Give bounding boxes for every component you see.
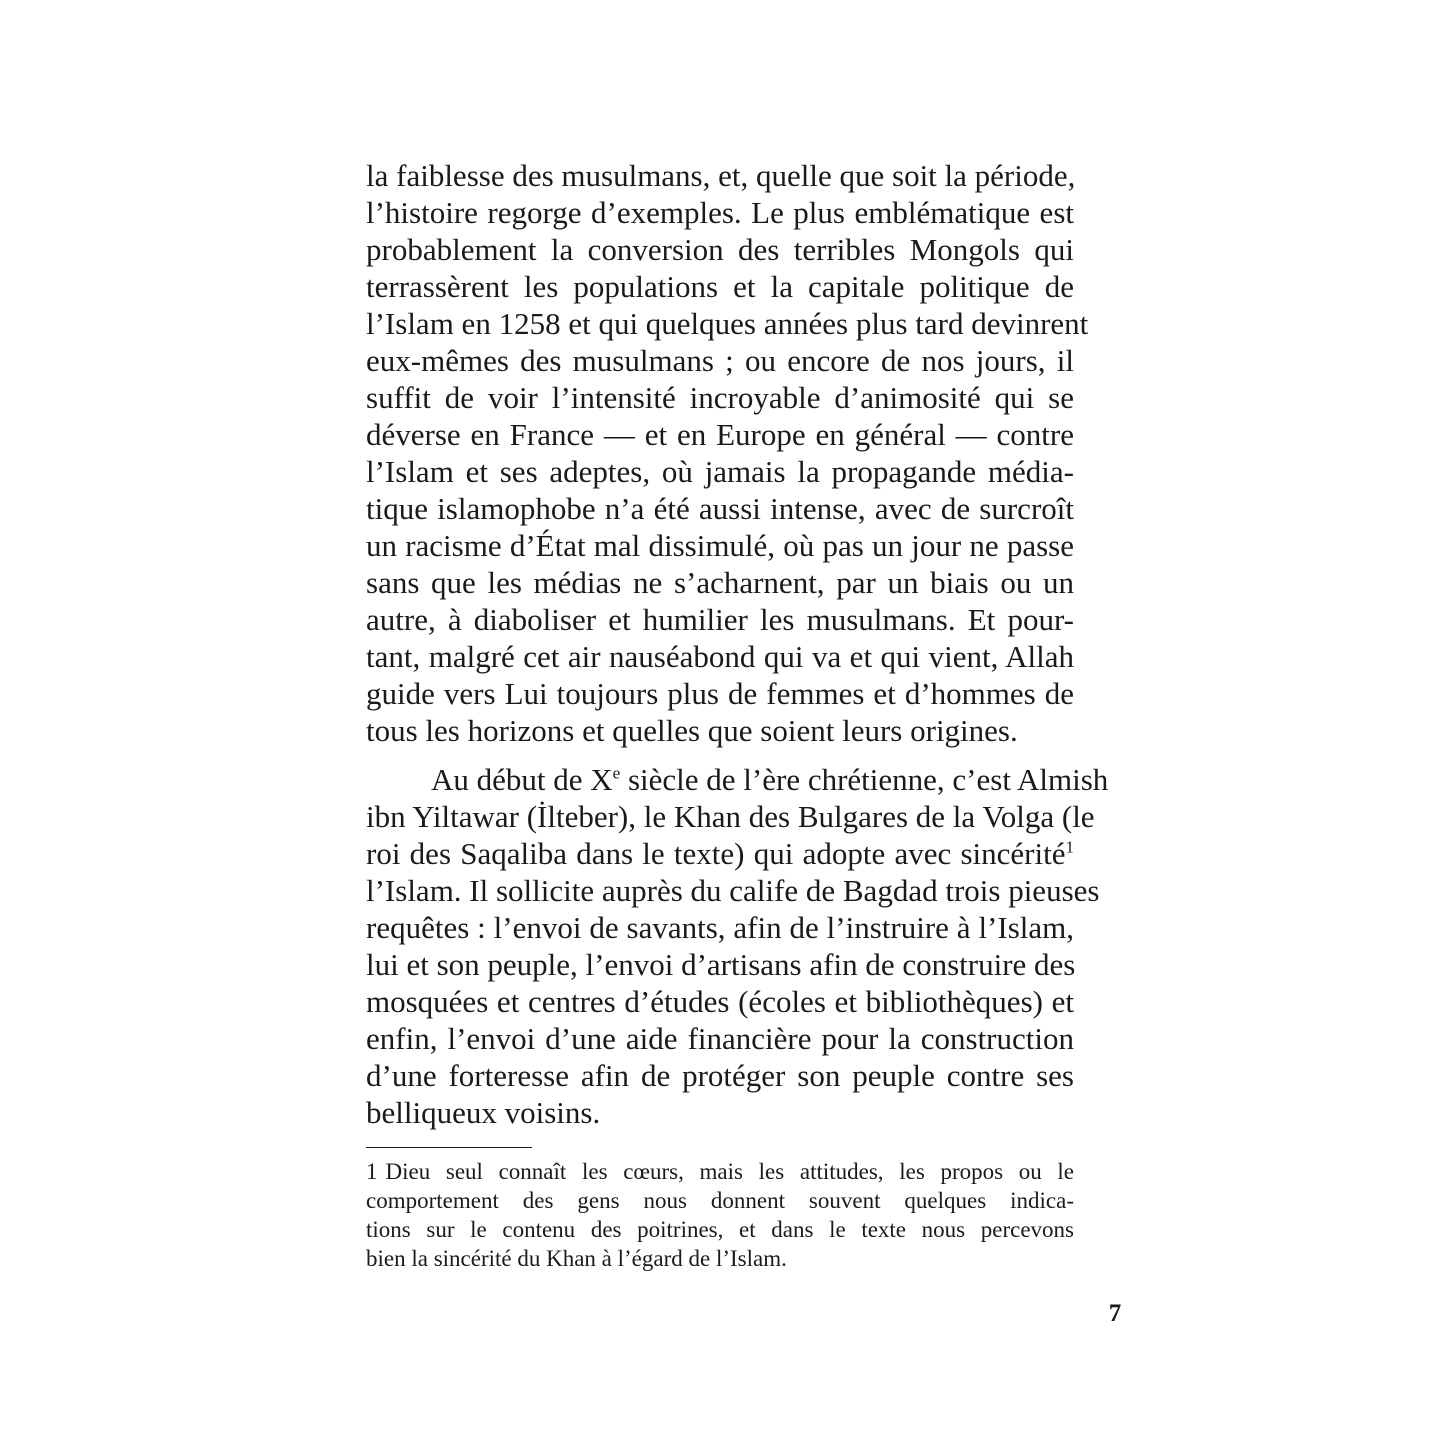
- footnote-line: comportement des gens nous donnent souvent quelques indica-: [366, 1188, 1074, 1213]
- text-line: tant, malgré cet air nauséabond qui va et qui vient, Allah: [366, 639, 1074, 674]
- page-number: 7: [1108, 1300, 1122, 1327]
- text-line: tique islamophobe n’a été aussi intense, avec de surcroît: [366, 491, 1074, 526]
- text-line: mosquées et centres d’études (écoles et bibliothèques) et: [366, 984, 1074, 1019]
- text-line: d’une forteresse afin de protéger son peuple contre ses: [366, 1058, 1074, 1093]
- text-line: la faiblesse des musulmans, et, quelle que soit la période,: [366, 158, 1076, 193]
- century-superscript: e: [612, 763, 621, 783]
- text-line: requêtes : l’envoi de savants, afin de l’instruire à l’Islam,: [366, 910, 1074, 945]
- text-line: sans que les médias ne s’acharnent, par un biais ou un: [366, 565, 1074, 600]
- text-line: l’Islam et ses adeptes, où jamais la propagande média-: [366, 454, 1074, 489]
- paragraph-spacer: [366, 749, 1074, 761]
- text-line: terrassèrent les populations et la capitale politique de: [366, 269, 1074, 304]
- text-line: belliqueux voisins.: [366, 1095, 601, 1130]
- paragraph-1: [366, 157, 1089, 749]
- footnote-line: tions sur le contenu des poitrines, et dans le texte nous percevons: [366, 1217, 1074, 1242]
- text-line: [366, 835, 1074, 872]
- text-line: l’histoire regorge d’exemples. Le plus emblématique est: [366, 195, 1074, 230]
- text-line: l’Islam. Il sollicite auprès du calife de Bagdad trois pieuses: [366, 873, 1100, 908]
- footnote-reference: 1: [1065, 837, 1074, 857]
- footnote-number: 1: [366, 1159, 378, 1184]
- footnote-line: bien la sincérité du Khan à l’égard de l’Islam.: [366, 1246, 787, 1271]
- text-run: roi des Saqaliba dans le texte) qui adopte avec sincérité: [366, 836, 1066, 871]
- footnote-text: Dieu seul connaît les cœurs, mais les attitudes, les propos ou le: [385, 1159, 1074, 1184]
- main-text: [366, 157, 1109, 1131]
- text-line: suffit de voir l’intensité incroyable d’animosité qui se: [366, 380, 1074, 415]
- text-line: probablement la conversion des terribles Mongols qui: [366, 232, 1074, 267]
- text-line: [366, 761, 1109, 798]
- footnote-line: [366, 1157, 1074, 1186]
- text-run: siècle de l’ère chrétienne, c’est Almish: [620, 762, 1109, 797]
- text-line: un racisme d’État mal dissimulé, où pas un jour ne passe: [366, 528, 1074, 563]
- text-line: tous les horizons et quelles que soient leurs origines.: [366, 713, 1018, 748]
- text-line: ibn Yiltawar (İlteber), le Khan des Bulgares de la Volga (le: [366, 799, 1095, 834]
- text-line: guide vers Lui toujours plus de femmes et d’hommes de: [366, 676, 1074, 711]
- text-line: l’Islam en 1258 et qui quelques années plus tard devinrent: [366, 306, 1089, 341]
- text-line: autre, à diaboliser et humilier les musulmans. Et pour-: [366, 602, 1074, 637]
- text-line: lui et son peuple, l’envoi d’artisans afin de construire des: [366, 947, 1076, 982]
- footnote-divider: [366, 1147, 532, 1148]
- footnote: [366, 1157, 1074, 1273]
- text-line: enfin, l’envoi d’une aide financière pour la construction: [366, 1021, 1074, 1056]
- paragraph-2: [366, 761, 1109, 1131]
- text-line: eux-mêmes des musulmans ; ou encore de nos jours, il: [366, 343, 1074, 378]
- text-run: Au début de X: [431, 762, 613, 797]
- text-line: déverse en France — et en Europe en général — contre: [366, 417, 1074, 452]
